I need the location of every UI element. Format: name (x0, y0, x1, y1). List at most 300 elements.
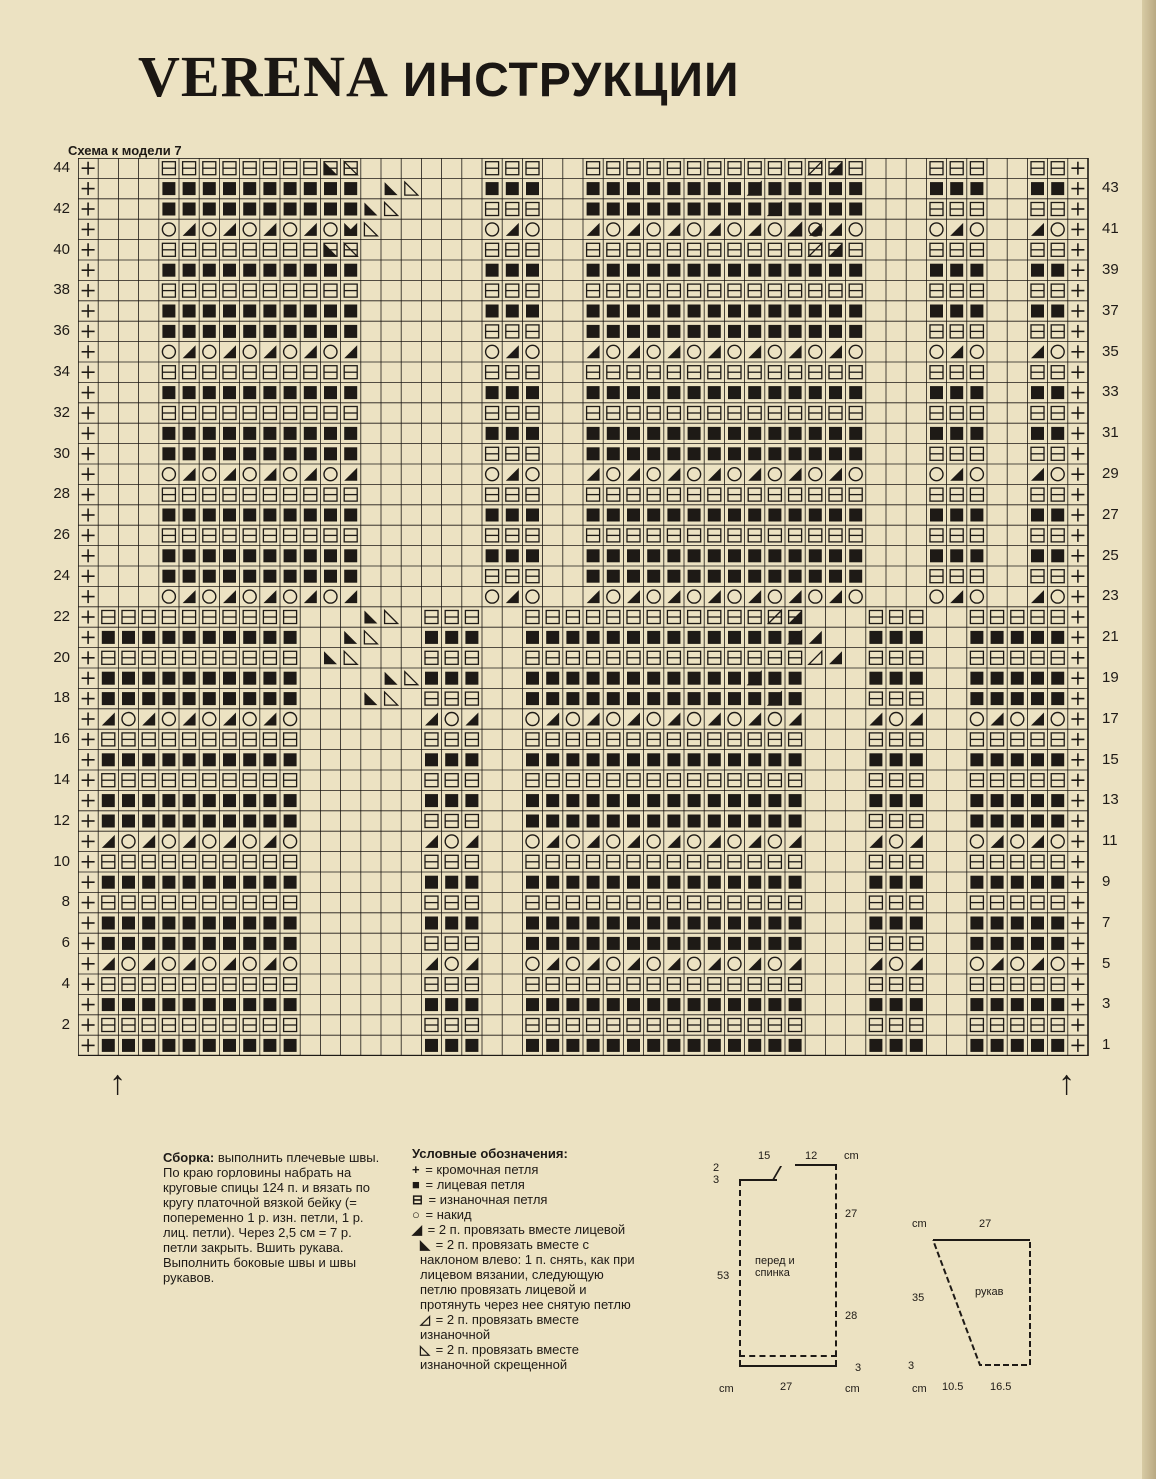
chart-stitch (566, 733, 579, 746)
chart-stitch (1071, 957, 1084, 970)
chart-stitch (627, 284, 640, 297)
chart-stitch (425, 835, 438, 848)
chart-stitch (284, 713, 297, 726)
chart-stitch (647, 509, 660, 522)
chart-stitch (425, 753, 438, 766)
chart-stitch (869, 917, 882, 930)
chart-stitch (203, 753, 216, 766)
chart-stitch (1071, 590, 1084, 603)
chart-stitch (930, 386, 943, 399)
chart-stitch (728, 570, 741, 583)
chart-stitch (304, 243, 317, 256)
chart-stitch (809, 488, 822, 501)
chart-stitch (223, 917, 236, 930)
chart-stitch (506, 447, 519, 460)
chart-stitch (869, 957, 882, 970)
chart-stitch (667, 631, 680, 644)
chart-stitch (243, 590, 256, 603)
body-hem-line (739, 1365, 837, 1367)
chart-stitch (263, 549, 276, 562)
chart-stitch (1051, 876, 1064, 889)
chart-stitch (667, 162, 680, 175)
dim-label: 15 (758, 1150, 771, 1162)
chart-stitch (667, 957, 680, 970)
chart-stitch (203, 570, 216, 583)
chart-stitch (970, 672, 983, 685)
chart-stitch (829, 651, 842, 664)
chart-stitch (869, 876, 882, 889)
chart-stitch (647, 978, 660, 991)
chart-stitch (425, 672, 438, 685)
chart-stitch (728, 651, 741, 664)
chart-stitch (526, 631, 539, 644)
chart-stitch (890, 957, 903, 970)
chart-stitch (223, 570, 236, 583)
chart-stitch (647, 896, 660, 909)
chart-stitch (768, 774, 781, 787)
chart-stitch (667, 692, 680, 705)
row-number-right: 3 (1102, 995, 1111, 1013)
chart-stitch (162, 733, 175, 746)
chart-stitch (1031, 570, 1044, 583)
chart-stitch (829, 427, 842, 440)
chart-stitch (607, 978, 620, 991)
chart-stitch (587, 753, 600, 766)
chart-stitch (486, 570, 499, 583)
dim-label: 2 (713, 1162, 720, 1174)
chart-stitch (445, 651, 458, 664)
chart-stitch (263, 529, 276, 542)
chart-stitch (688, 203, 701, 216)
chart-stitch (647, 611, 660, 624)
chart-stitch (789, 1039, 802, 1052)
chart-stitch (869, 978, 882, 991)
chart-stitch (122, 753, 135, 766)
chart-stitch (284, 162, 297, 175)
chart-stitch (1031, 366, 1044, 379)
chart-stitch (364, 631, 377, 644)
row-number-right: 17 (1102, 709, 1119, 727)
chart-stitch (1031, 549, 1044, 562)
chart-stitch (465, 713, 478, 726)
chart-stitch (809, 549, 822, 562)
chart-stitch (425, 957, 438, 970)
chart-stitch (708, 570, 721, 583)
chart-stitch (748, 345, 761, 358)
chart-stitch (708, 774, 721, 787)
chart-stitch (1011, 753, 1024, 766)
chart-stitch (768, 1019, 781, 1032)
chart-stitch (991, 835, 1004, 848)
chart-stitch (82, 223, 95, 236)
chart-stitch (647, 672, 660, 685)
chart-stitch (82, 509, 95, 522)
chart-stitch (162, 468, 175, 481)
chart-stitch (728, 937, 741, 950)
chart-stitch (789, 998, 802, 1011)
chart-stitch (849, 345, 862, 358)
chart-stitch (768, 957, 781, 970)
chart-stitch (708, 223, 721, 236)
chart-stitch (162, 570, 175, 583)
chart-stitch (526, 713, 539, 726)
chart-stitch (950, 182, 963, 195)
chart-stitch (526, 407, 539, 420)
chart-stitch (1071, 855, 1084, 868)
chart-stitch (768, 407, 781, 420)
chart-stitch (526, 305, 539, 318)
chart-stitch (809, 345, 822, 358)
chart-stitch (203, 713, 216, 726)
chart-stitch (425, 774, 438, 787)
chart-stitch (243, 876, 256, 889)
chart-stitch (708, 794, 721, 807)
knit-stitch-icon: ■ (412, 1177, 420, 1192)
chart-stitch (627, 611, 640, 624)
chart-stitch (667, 855, 680, 868)
chart-stitch (506, 468, 519, 481)
row-number-left: 4 (61, 975, 70, 992)
chart-stitch (324, 386, 337, 399)
chart-stitch (162, 549, 175, 562)
chart-stitch (1071, 264, 1084, 277)
chart-stitch (183, 447, 196, 460)
chart-stitch (526, 937, 539, 950)
chart-stitch (607, 325, 620, 338)
chart-stitch (344, 366, 357, 379)
chart-stitch (587, 366, 600, 379)
chart-stitch (708, 325, 721, 338)
chart-stitch (284, 223, 297, 236)
chart-stitch (243, 957, 256, 970)
chart-stitch (869, 753, 882, 766)
chart-stitch (728, 794, 741, 807)
chart-stitch (486, 386, 499, 399)
chart-stitch (162, 855, 175, 868)
chart-stitch (869, 896, 882, 909)
chart-stitch (728, 1039, 741, 1052)
chart-stitch (748, 488, 761, 501)
chart-stitch (1051, 284, 1064, 297)
chart-stitch (728, 366, 741, 379)
chart-stitch (910, 978, 923, 991)
body-right-edge (835, 1164, 837, 1366)
chart-stitch (263, 305, 276, 318)
chart-stitch (445, 876, 458, 889)
chart-stitch (587, 509, 600, 522)
chart-stitch (284, 978, 297, 991)
chart-stitch (364, 223, 377, 236)
chart-stitch (102, 753, 115, 766)
chart-stitch (263, 325, 276, 338)
chart-stitch (304, 549, 317, 562)
chart-stitch (506, 223, 519, 236)
chart-stitch (304, 407, 317, 420)
chart-stitch (506, 182, 519, 195)
chart-stitch (748, 611, 761, 624)
chart-stitch (768, 651, 781, 664)
chart-stitch (1071, 345, 1084, 358)
chart-stitch (627, 733, 640, 746)
chart-stitch (243, 794, 256, 807)
chart-stitch (284, 325, 297, 338)
chart-stitch (587, 998, 600, 1011)
chart-stitch (869, 937, 882, 950)
chart-stitch (667, 672, 680, 685)
chart-stitch (789, 366, 802, 379)
chart-stitch (122, 1039, 135, 1052)
chart-stitch (688, 407, 701, 420)
chart-stitch (1071, 692, 1084, 705)
chart-stitch (263, 794, 276, 807)
chart-stitch (607, 284, 620, 297)
chart-stitch (223, 529, 236, 542)
chart-stitch (263, 855, 276, 868)
chart-stitch (203, 692, 216, 705)
chart-stitch (122, 774, 135, 787)
chart-stitch (768, 937, 781, 950)
chart-stitch (970, 855, 983, 868)
chart-stitch (243, 815, 256, 828)
chart-stitch (263, 835, 276, 848)
chart-stitch (263, 1039, 276, 1052)
chart-stitch (829, 407, 842, 420)
knitting-chart (78, 158, 1090, 1056)
chart-stitch (728, 733, 741, 746)
chart-stitch (587, 549, 600, 562)
chart-stitch (829, 203, 842, 216)
chart-stitch (829, 264, 842, 277)
chart-stitch (1031, 794, 1044, 807)
chart-stitch (991, 998, 1004, 1011)
chart-stitch (607, 468, 620, 481)
chart-stitch (688, 549, 701, 562)
chart-stitch (607, 917, 620, 930)
chart-stitch (324, 305, 337, 318)
chart-stitch (82, 529, 95, 542)
chart-stitch (263, 611, 276, 624)
chart-stitch (991, 733, 1004, 746)
chart-stitch (82, 733, 95, 746)
chart-stitch (728, 243, 741, 256)
chart-stitch (142, 815, 155, 828)
chart-stitch (506, 570, 519, 583)
chart-stitch (122, 876, 135, 889)
chart-stitch (607, 549, 620, 562)
chart-stitch (82, 488, 95, 501)
chart-stitch (203, 203, 216, 216)
chart-stitch (849, 590, 862, 603)
chart-stitch (627, 998, 640, 1011)
chart-stitch (284, 366, 297, 379)
chart-stitch (385, 672, 398, 685)
chart-stitch (849, 203, 862, 216)
chart-stitch (223, 386, 236, 399)
chart-stitch (708, 529, 721, 542)
chart-stitch (223, 407, 236, 420)
chart-stitch (829, 386, 842, 399)
chart-stitch (486, 407, 499, 420)
chart-stitch (991, 611, 1004, 624)
chart-stitch (223, 162, 236, 175)
chart-stitch (647, 203, 660, 216)
chart-stitch (162, 203, 175, 216)
chart-stitch (284, 488, 297, 501)
chart-stitch (627, 264, 640, 277)
chart-stitch (526, 978, 539, 991)
chart-stitch (1011, 917, 1024, 930)
chart-stitch (445, 1019, 458, 1032)
chart-stitch (324, 366, 337, 379)
chart-stitch (183, 1019, 196, 1032)
chart-stitch (890, 937, 903, 950)
chart-stitch (1071, 651, 1084, 664)
chart-stitch (607, 427, 620, 440)
chart-stitch (324, 182, 337, 195)
chart-stitch (122, 733, 135, 746)
chart-stitch (1071, 876, 1084, 889)
chart-stitch (203, 488, 216, 501)
chart-stitch (385, 182, 398, 195)
chart-stitch (607, 835, 620, 848)
chart-stitch (930, 447, 943, 460)
chart-stitch (607, 733, 620, 746)
chart-stitch (748, 917, 761, 930)
chart-stitch (930, 468, 943, 481)
chart-stitch (728, 447, 741, 460)
chart-stitch (203, 590, 216, 603)
chart-stitch (768, 835, 781, 848)
chart-stitch (768, 529, 781, 542)
chart-stitch (667, 366, 680, 379)
chart-stitch (1051, 835, 1064, 848)
chart-stitch (122, 896, 135, 909)
chart-stitch (102, 957, 115, 970)
chart-stitch (546, 815, 559, 828)
chart-stitch (688, 345, 701, 358)
chart-stitch (1051, 978, 1064, 991)
chart-stitch (768, 570, 781, 583)
chart-stitch (869, 672, 882, 685)
chart-stitch (647, 651, 660, 664)
chart-stitch (223, 998, 236, 1011)
chart-stitch (930, 590, 943, 603)
chart-stitch (82, 386, 95, 399)
chart-stitch (829, 570, 842, 583)
chart-stitch (809, 590, 822, 603)
chart-stitch (425, 733, 438, 746)
chart-stitch (486, 549, 499, 562)
chart-stitch (728, 162, 741, 175)
chart-stitch (1051, 917, 1064, 930)
chart-stitch (667, 835, 680, 848)
chart-stitch (688, 611, 701, 624)
chart-stitch (1071, 162, 1084, 175)
chart-stitch (82, 896, 95, 909)
chart-stitch (768, 549, 781, 562)
chart-stitch (1031, 447, 1044, 460)
chart-stitch (263, 223, 276, 236)
chart-stitch (789, 753, 802, 766)
chart-stitch (910, 1039, 923, 1052)
chart-stitch (930, 182, 943, 195)
chart-stitch (627, 815, 640, 828)
chart-stitch (142, 1039, 155, 1052)
chart-stitch (1071, 937, 1084, 950)
chart-stitch (789, 733, 802, 746)
chart-stitch (324, 549, 337, 562)
chart-stitch (991, 1019, 1004, 1032)
chart-stitch (526, 284, 539, 297)
chart-stitch (607, 1039, 620, 1052)
chart-stitch (688, 223, 701, 236)
chart-stitch (627, 876, 640, 889)
chart-stitch (647, 264, 660, 277)
chart-stitch (748, 366, 761, 379)
chart-stitch (102, 978, 115, 991)
chart-stitch (789, 509, 802, 522)
legend-item: + = кромочная петля (412, 1162, 539, 1177)
chart-stitch (263, 468, 276, 481)
chart-stitch (486, 162, 499, 175)
chart-stitch (243, 366, 256, 379)
chart-stitch (324, 509, 337, 522)
chart-stitch (486, 529, 499, 542)
chart-stitch (748, 978, 761, 991)
chart-stitch (950, 264, 963, 277)
chart-stitch (647, 305, 660, 318)
chart-stitch (102, 998, 115, 1011)
chart-stitch (102, 631, 115, 644)
chart-stitch (223, 753, 236, 766)
chart-stitch (203, 223, 216, 236)
chart-stitch (1011, 998, 1024, 1011)
chart-stitch (82, 549, 95, 562)
chart-stitch (647, 325, 660, 338)
chart-stitch (1071, 223, 1084, 236)
chart-stitch (405, 672, 418, 685)
chart-stitch (546, 1019, 559, 1032)
chart-stitch (465, 794, 478, 807)
chart-stitch (728, 672, 741, 685)
chart-stitch (607, 753, 620, 766)
chart-stitch (1071, 529, 1084, 542)
chart-stitch (667, 182, 680, 195)
chart-stitch (910, 672, 923, 685)
chart-stitch (486, 182, 499, 195)
chart-stitch (122, 651, 135, 664)
chart-stitch (203, 162, 216, 175)
chart-stitch (667, 733, 680, 746)
chart-stitch (183, 855, 196, 868)
chart-stitch (607, 672, 620, 685)
chart-stitch (486, 488, 499, 501)
chart-stitch (789, 590, 802, 603)
chart-stitch (849, 468, 862, 481)
chart-stitch (102, 794, 115, 807)
chart-stitch (82, 651, 95, 664)
dim-label: 3 (908, 1360, 915, 1372)
chart-stitch (607, 162, 620, 175)
chart-stitch (627, 366, 640, 379)
chart-stitch (1031, 305, 1044, 318)
chart-stitch (284, 590, 297, 603)
chart-stitch (566, 855, 579, 868)
chart-stitch (142, 611, 155, 624)
chart-stitch (82, 203, 95, 216)
chart-stitch (1071, 672, 1084, 685)
chart-stitch (102, 692, 115, 705)
